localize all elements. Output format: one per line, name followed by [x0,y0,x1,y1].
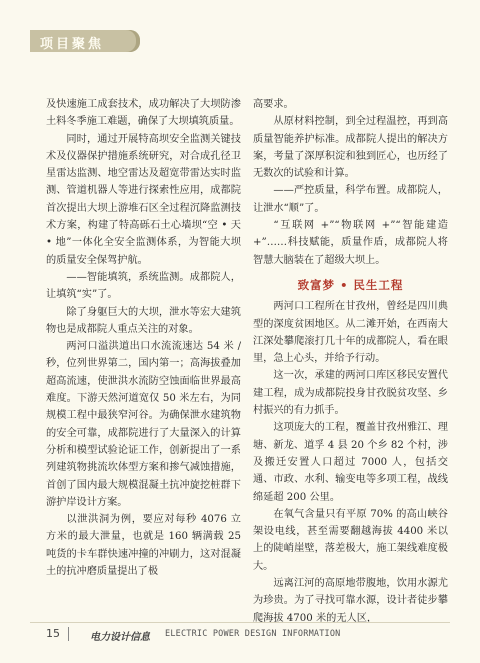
paragraph: ——严控质量，科学布置。成都院人，让泄水“顺”了。 [253,185,448,214]
paragraph: 以泄洪洞为例，要应对每秒 4076 立方米的最大泄量，也就是 160 辆满载 25 吨货的卡车群快速冲撞的冲刷力，这对混凝土的抗冲磨质量提出了极 [46,514,241,578]
journal-name-cn: 电力设计信息 [90,632,150,643]
page-number: 15 [46,627,60,640]
paragraph: “互联网 +”“物联网 +”“智能建造 +”……科技赋能，质量作盾，成都院人将智慧大脑装在了超级大坝上。 [253,220,448,266]
paragraph: 除了身躯巨大的大坝，泄水等宏大建筑物也是成都院人重点关注的对象。 [46,306,241,335]
paragraph: 在氧气含量只有平原 70% 的高山峡谷架设电线，甚至需要翻越海拔 4400 米以上的陡峭崖壁，落差极大，施工架线难度极大。 [253,508,448,572]
paragraph: 这一次，承建的两河口库区移民安置代建工程，成为成都院投身甘孜脱贫攻坚、乡村振兴的有力抓手。 [253,370,448,417]
paragraph: 高要求。 [253,99,294,110]
right-column-top [253,96,448,269]
paragraph: 远离江河的高原地带腹地，饮用水源尤为珍贵。为了寻找可靠水源，设计者徒步攀爬海拔 4700 米的无人区， [253,578,448,624]
left-column [46,96,241,580]
paragraph: 两河口工程所在甘孜州，曾经是四川典型的深度贫困地区。从二滩开始，在西南大江深处攀爬滚打几十年的成都院人，看在眼里，急上心头，并给予行动。 [253,301,448,365]
section-heading: 致富梦 • 民生工程 [297,277,404,292]
footer-separator [68,627,69,641]
paragraph: 同时，通过开展特高坝安全监测关键技术及仪器保护措施系统研究，对合成孔径卫星雷达监测、地空雷达及超宽带雷达实时监测、管道机器人等进行探索性应用，成都院首次提出大坝上游堆石区全过程沉降监测技术方案，构建了特高砾石土心墙坝“空 • 天 • 地”一体化全安全监测体系，为智能大坝的质量安全保驾护航。 [46,133,241,266]
right-column [253,96,448,627]
journal-name-en: ELECTRIC POWER DESIGN INFORMATION [165,629,341,639]
paragraph: 及快速施工成套技术，成功解决了大坝防渗土料冬季施工难题，确保了大坝填筑质量。 [46,99,241,128]
footer-divider [30,622,450,623]
paragraph: ——智能填筑，系统监测。成都院人，让填筑“实”了。 [46,271,241,301]
section-title: 项目聚焦 [40,37,105,52]
paragraph: 从原材料控制，到全过程温控，再到高质量智能养护标准。成都院人提出的解决方案，考量了深厚积淀和独到匠心，也历经了无数次的试验和计算。 [253,116,448,180]
right-column-bottom [253,298,448,627]
paragraph: 两河口溢洪道出口水流流速达 54 米 / 秒，位列世界第二，国内第一；高海拔叠加超高流速，使泄洪水流防空蚀面临世界最高难度。下游天然河道宽仅 50 米左右，为同规模工程中最狭窄河谷。为确保泄水建筑物的安全可靠，成都院进行了大量深入的计算分析和模型试验论证工作，创新提出了一系列建筑物挑流坎体型方案和掺气减蚀措施，首创了国内最大规模混凝土抗冲旋挖桩群下游护岸设计方案。 [46,341,241,508]
paragraph: 这项庞大的工程，覆盖甘孜州雅江、理塘、新龙、道孚 4 县 20 个乡 82 个村，涉及搬迁安置人口超过 7000 人，包括交通、市政、水利、输变电等多项工程，战线绵延超 200 公里。 [253,422,448,503]
